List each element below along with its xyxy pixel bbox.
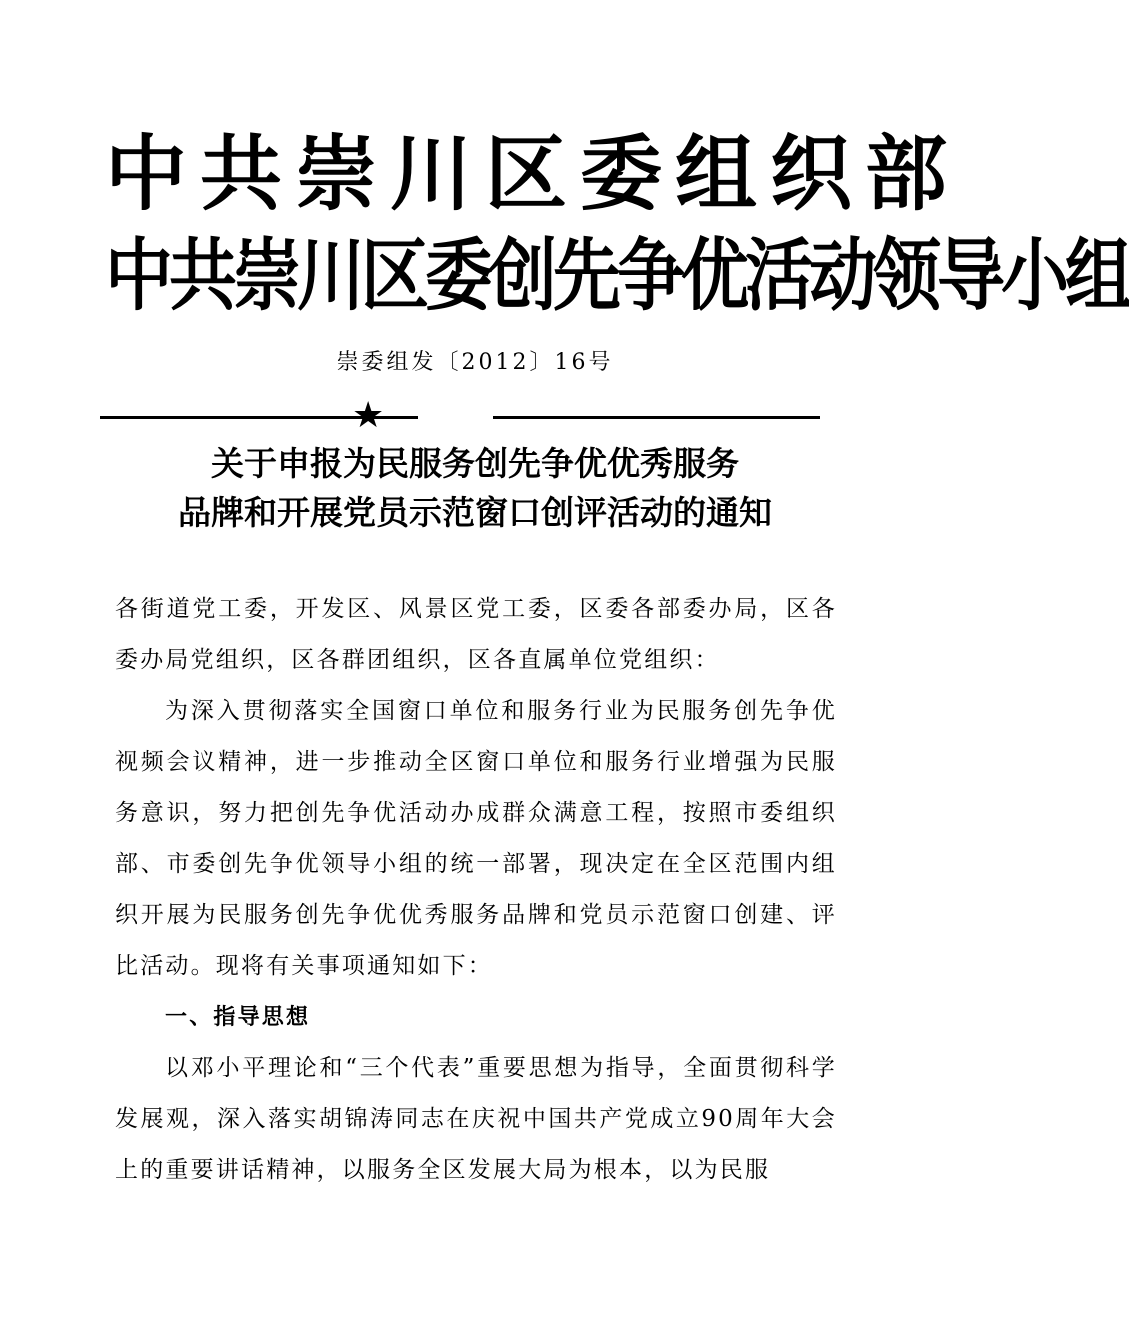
issuing-organization-1: 中共崇川区委组织部 bbox=[105, 127, 961, 222]
star-icon: ★ bbox=[352, 395, 385, 436]
section-heading-guiding-ideology: 一、指导思想 bbox=[165, 1005, 311, 1030]
paragraph-guiding-ideology: 以邓小平理论和“三个代表”重要思想为指导，全面贯彻科学发展观，深入落实胡锦涛同志在庆祝中国共产党成立90周年大会上的重要讲话精神，以服务全区发展大局为根本，以为民服 bbox=[115, 1055, 837, 1183]
issuing-organization-2: 中共崇川区委创先争优活动领导小组 bbox=[105, 231, 1129, 322]
document-title-line-1: 关于申报为民服务创先争优优秀服务 bbox=[211, 444, 739, 483]
document-body bbox=[115, 584, 837, 1196]
document-number: 崇委组发〔2012〕16号 bbox=[336, 350, 614, 375]
salutation: 各街道党工委，开发区、风景区党工委，区委各部委办局，区各委办局党组织，区各群团组织，区各直属单位党组织： bbox=[115, 596, 837, 673]
document-title-line-2: 品牌和开展党员示范窗口创评活动的通知 bbox=[178, 493, 772, 532]
divider-rule-right bbox=[493, 416, 820, 419]
paragraph-intro: 为深入贯彻落实全国窗口单位和服务行业为民服务创先争优视频会议精神，进一步推动全区窗口单位和服务行业增强为民服务意识，努力把创先争优活动办成群众满意工程，按照市委组织部、市委创先争优领导小组的统一部署，现决定在全区范围内组织开展为民服务创先争优优秀服务品牌和党员示范窗口创建、评比活动。现将有关事项通知如下： bbox=[115, 698, 837, 979]
header-divider bbox=[100, 395, 820, 436]
